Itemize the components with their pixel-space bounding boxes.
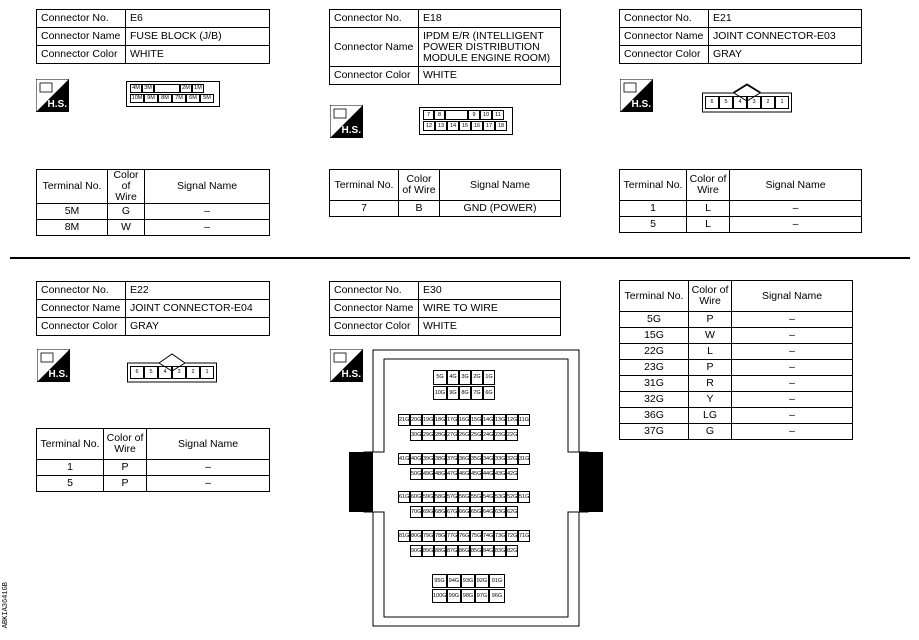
connector-pin: 46G bbox=[458, 468, 470, 480]
connector-pin: 84G bbox=[482, 545, 494, 557]
connector-pin: 50G bbox=[410, 468, 422, 480]
connector-pin: 8G bbox=[459, 386, 471, 400]
connector-pin: 4 bbox=[733, 96, 747, 109]
connector-pin: 2M bbox=[180, 84, 192, 93]
connector-pin: 74G bbox=[482, 530, 494, 542]
label-connector-name: Connector Name bbox=[37, 28, 126, 46]
e6-name: FUSE BLOCK (J/B) bbox=[126, 28, 270, 46]
e30-wire-table: Terminal No. Color of Wire Signal Name 5G P – 15G W – 22G L – 23G P – 31G R – 32G Y – 36G LG – 37G G – bbox=[619, 280, 853, 440]
connector-pin: 2 bbox=[761, 96, 775, 109]
connector-pin bbox=[445, 110, 468, 120]
connector-pin: 73G bbox=[494, 530, 506, 542]
connector-pin: 15G bbox=[470, 414, 482, 426]
connector-pin: 18 bbox=[495, 121, 507, 131]
connector-pin: 62G bbox=[506, 506, 518, 518]
connector-pin: 92G bbox=[475, 574, 489, 588]
connector-pin: 93G bbox=[461, 574, 475, 588]
connector-pin: 19G bbox=[422, 414, 434, 426]
connector-pin: 31G bbox=[518, 453, 530, 465]
table-row: 5G P – bbox=[620, 312, 853, 328]
connector-pin: 13G bbox=[494, 414, 506, 426]
connector-pin: 58G bbox=[434, 491, 446, 503]
connector-pin: 10 bbox=[480, 110, 492, 120]
connector-pin: 6G bbox=[483, 386, 495, 400]
e22-wire-table: Terminal No. Color of Wire Signal Name 1 P – 5 P – bbox=[36, 428, 270, 492]
connector-pin: 11G bbox=[518, 414, 530, 426]
connector-pin: 53G bbox=[494, 491, 506, 503]
connector-pin: 68G bbox=[434, 506, 446, 518]
connector-pin: 78G bbox=[434, 530, 446, 542]
connector-pin: 61G bbox=[398, 491, 410, 503]
hs-icon: H.S. bbox=[330, 349, 363, 382]
table-row: 7 B GND (POWER) bbox=[330, 201, 561, 217]
connector-pin: 3M bbox=[142, 84, 154, 93]
connector-pin: 7 bbox=[423, 110, 434, 120]
connector-pin: 99G bbox=[447, 589, 461, 603]
hs-icon: H.S. bbox=[36, 79, 69, 112]
figure-code: ABKIA3641GB bbox=[2, 582, 10, 629]
connector-pin: 7M bbox=[172, 94, 186, 103]
connector-pin: 94G bbox=[447, 574, 461, 588]
connector-pin: 98G bbox=[461, 589, 475, 603]
connector-pin: 49G bbox=[422, 468, 434, 480]
connector-pin: 82G bbox=[506, 545, 518, 557]
connector-pin: 12G bbox=[506, 414, 518, 426]
connector-pin: 3 bbox=[747, 96, 761, 109]
connector-pin: 79G bbox=[422, 530, 434, 542]
connector-pin: 1 bbox=[200, 366, 214, 379]
connector-pin: 1M bbox=[192, 84, 204, 93]
connector-pin: 9 bbox=[468, 110, 480, 120]
connector-pin: 28G bbox=[434, 429, 446, 441]
connector-pin: 76G bbox=[458, 530, 470, 542]
connector-pin: 63G bbox=[494, 506, 506, 518]
connector-pin: 67G bbox=[446, 506, 458, 518]
connector-pin: 8M bbox=[158, 94, 172, 103]
connector-pin: 72G bbox=[506, 530, 518, 542]
connector-pin: 5G bbox=[433, 370, 447, 385]
connector-pin: 89G bbox=[422, 545, 434, 557]
connector-pin: 88G bbox=[434, 545, 446, 557]
e18-wire-table: Terminal No. Color of Wire Signal Name 7 B GND (POWER) bbox=[329, 169, 561, 217]
connector-pin: 87G bbox=[446, 545, 458, 557]
connector-pin: 70G bbox=[410, 506, 422, 518]
table-row: 37G G – bbox=[620, 424, 853, 440]
connector-pin: 29G bbox=[422, 429, 434, 441]
connector-pin: 2 bbox=[186, 366, 200, 379]
connector-pin bbox=[154, 84, 180, 93]
connector-pin: 6 bbox=[130, 366, 144, 379]
connector-pin: 11 bbox=[492, 110, 504, 120]
connector-pin: 22G bbox=[506, 429, 518, 441]
connector-pin: 8 bbox=[434, 110, 445, 120]
connector-pin: 14G bbox=[482, 414, 494, 426]
label-connector-color: Connector Color bbox=[37, 46, 126, 64]
connector-pin: 33G bbox=[494, 453, 506, 465]
table-row: 5 P – bbox=[37, 476, 270, 492]
connector-pin: 38G bbox=[434, 453, 446, 465]
e6-no: E6 bbox=[126, 10, 270, 28]
connector-pin: 17 bbox=[483, 121, 495, 131]
table-row: 32G Y – bbox=[620, 392, 853, 408]
connector-pin: 15 bbox=[459, 121, 471, 131]
connector-pin: 97G bbox=[475, 589, 489, 603]
connector-pin: 55G bbox=[470, 491, 482, 503]
connector-pin: 54G bbox=[482, 491, 494, 503]
e22-connector-info: Connector No. E22 Connector Name JOINT CONNECTOR-E04 Connector Color GRAY bbox=[36, 281, 270, 336]
table-row: 31G R – bbox=[620, 376, 853, 392]
connector-pin: 4 bbox=[158, 366, 172, 379]
connector-pin: 80G bbox=[410, 530, 422, 542]
connector-pin: 71G bbox=[518, 530, 530, 542]
e6-wire-table: Terminal No. Color of Wire Signal Name 5M G – 8M W – bbox=[36, 169, 270, 236]
section-divider bbox=[10, 257, 910, 259]
connector-pin: 20G bbox=[410, 414, 422, 426]
connector-pin: 35G bbox=[470, 453, 482, 465]
connector-pin: 44G bbox=[482, 468, 494, 480]
connector-pin: 5M bbox=[200, 94, 214, 103]
connector-pin: 26G bbox=[458, 429, 470, 441]
connector-pin: 39G bbox=[422, 453, 434, 465]
connector-pin: 6 bbox=[705, 96, 719, 109]
connector-pin: 16 bbox=[471, 121, 483, 131]
e6-connector-info bbox=[36, 9, 270, 64]
hs-icon: H.S. bbox=[620, 79, 653, 112]
table-row: 15G W – bbox=[620, 328, 853, 344]
connector-pin: 57G bbox=[446, 491, 458, 503]
connector-pin: 3 bbox=[172, 366, 186, 379]
connector-pin: 69G bbox=[422, 506, 434, 518]
connector-pin: 34G bbox=[482, 453, 494, 465]
e21-connector-info: Connector No. E21 Connector Name JOINT CONNECTOR-E03 Connector Color GRAY bbox=[619, 9, 862, 64]
connector-pin: 100G bbox=[432, 589, 447, 603]
connector-pin: 81G bbox=[398, 530, 410, 542]
e21-wire-table: Terminal No. Color of Wire Signal Name 1 L – 5 L – bbox=[619, 169, 862, 233]
table-row: 8M W – bbox=[37, 220, 270, 236]
connector-pin: 14 bbox=[447, 121, 459, 131]
connector-pin: 85G bbox=[470, 545, 482, 557]
connector-pin: 3G bbox=[459, 370, 471, 385]
connector-pin: 10M bbox=[131, 95, 143, 101]
connector-pin: 10G bbox=[433, 386, 447, 400]
connector-pin: 47G bbox=[446, 468, 458, 480]
hs-icon: H.S. bbox=[37, 349, 70, 382]
table-row: 1 P – bbox=[37, 460, 270, 476]
connector-pin: 2G bbox=[471, 370, 483, 385]
connector-pin: 64G bbox=[482, 506, 494, 518]
connector-pin: 45G bbox=[470, 468, 482, 480]
connector-pin: 9G bbox=[447, 386, 459, 400]
connector-pin: 77G bbox=[446, 530, 458, 542]
connector-pin: 5 bbox=[144, 366, 158, 379]
e6-color: WHITE bbox=[126, 46, 270, 64]
connector-pin: 37G bbox=[446, 453, 458, 465]
connector-pin: 36G bbox=[458, 453, 470, 465]
connector-pin: 66G bbox=[458, 506, 470, 518]
connector-pin: 56G bbox=[458, 491, 470, 503]
connector-pin: 17G bbox=[446, 414, 458, 426]
connector-pin: 75G bbox=[470, 530, 482, 542]
connector-pin: 91G bbox=[489, 574, 505, 588]
table-row: 23G P – bbox=[620, 360, 853, 376]
connector-pin: 25G bbox=[470, 429, 482, 441]
connector-pin: 32G bbox=[506, 453, 518, 465]
connector-pin: 4M bbox=[130, 84, 142, 93]
table-row: 36G LG – bbox=[620, 408, 853, 424]
connector-pin: 13 bbox=[435, 121, 447, 131]
connector-pin: 16G bbox=[458, 414, 470, 426]
connector-pin: 24G bbox=[482, 429, 494, 441]
table-row: 5M G – bbox=[37, 204, 270, 220]
connector-pin: 9M bbox=[144, 94, 158, 103]
e18-connector-info: Connector No. E18 Connector Name IPDM E/R (INTELLIGENT POWER DISTRIBUTION MODULE ENGINE ROOM) Connector Color WHITE bbox=[329, 9, 561, 85]
connector-pin: 90G bbox=[410, 545, 422, 557]
connector-pin: 12 bbox=[423, 121, 435, 131]
connector-pin: 1G bbox=[483, 370, 495, 385]
connector-pin: 18G bbox=[434, 414, 446, 426]
e18-name: IPDM E/R (INTELLIGENT POWER DISTRIBUTION MODULE ENGINE ROOM) bbox=[419, 28, 561, 67]
connector-pin: 86G bbox=[458, 545, 470, 557]
connector-pin: 83G bbox=[494, 545, 506, 557]
connector-pin: 41G bbox=[398, 453, 410, 465]
connector-pin: 42G bbox=[506, 468, 518, 480]
connector-pin: 65G bbox=[470, 506, 482, 518]
connector-pin: 23G bbox=[494, 429, 506, 441]
connector-pin: 51G bbox=[518, 491, 530, 503]
label-connector-no: Connector No. bbox=[37, 10, 126, 28]
connector-pin: 59G bbox=[422, 491, 434, 503]
hs-icon: H.S. bbox=[330, 105, 363, 138]
connector-pin: 43G bbox=[494, 468, 506, 480]
connector-pin: 6M bbox=[186, 94, 200, 103]
connector-pin: 7G bbox=[471, 386, 483, 400]
connector-pin: 21G bbox=[398, 414, 410, 426]
connector-pin: 52G bbox=[506, 491, 518, 503]
connector-pin: 30G bbox=[410, 429, 422, 441]
connector-pin: 96G bbox=[489, 589, 505, 603]
connector-pin: 27G bbox=[446, 429, 458, 441]
connector-pin: 4G bbox=[447, 370, 459, 385]
connector-pin: 48G bbox=[434, 468, 446, 480]
connector-pin: 95G bbox=[432, 574, 447, 588]
connector-pin: 60G bbox=[410, 491, 422, 503]
connector-pin: 1 bbox=[775, 96, 789, 109]
e30-connector-info: Connector No. E30 Connector Name WIRE TO WIRE Connector Color WHITE bbox=[329, 281, 561, 336]
connector-pin: 40G bbox=[410, 453, 422, 465]
table-row: 22G L – bbox=[620, 344, 853, 360]
connector-pin: 5 bbox=[719, 96, 733, 109]
table-row: 5 L – bbox=[620, 217, 862, 233]
table-row: 1 L – bbox=[620, 201, 862, 217]
